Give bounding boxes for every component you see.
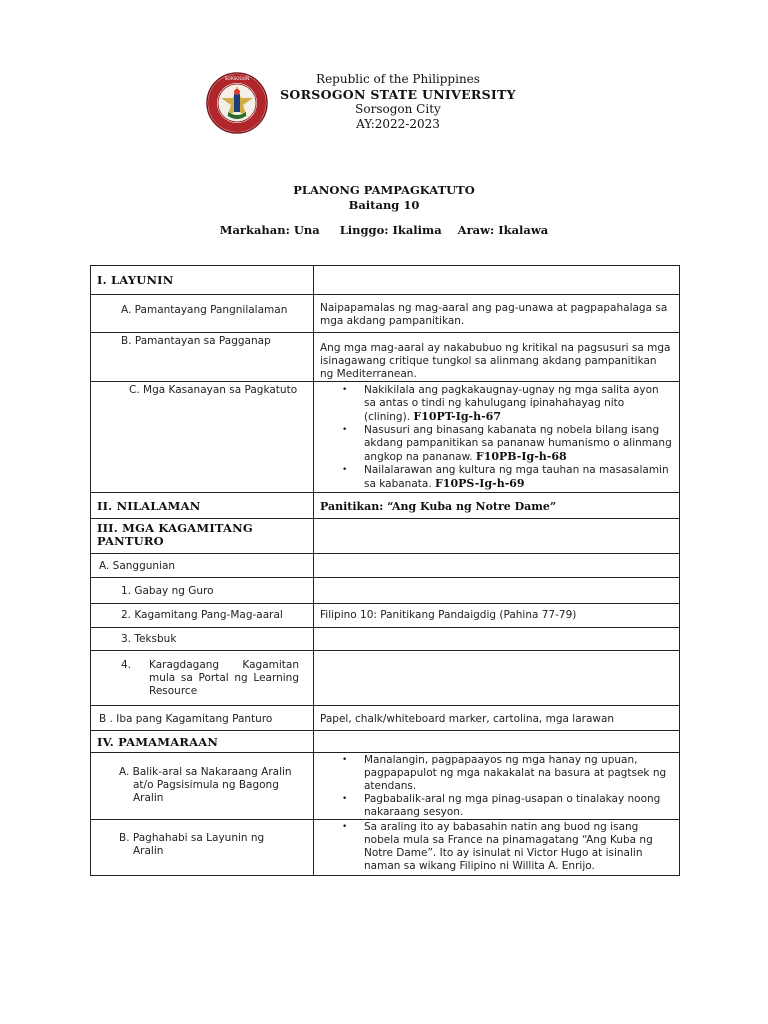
empty-cell [314, 578, 680, 604]
table-row [91, 604, 680, 628]
label-teksbuk: 3. Teksbuk [91, 628, 314, 651]
table-row [91, 753, 680, 820]
table-row [91, 295, 680, 333]
section-heading-kagamitan: III. MGA KAGAMITANG PANTURO [91, 519, 314, 554]
grade-level: Baitang 10 [348, 198, 420, 212]
quarter-week-day-line: Markahan: Una Linggo: Ikalima Araw: Ikalawa [219, 223, 549, 237]
list-item: • Nakikilala ang pagkakaugnay-ugnay ng mga salita ayon sa antas o tindi ng kahulugang ipinahahayag nito (clining). F10PT-Ig-h-67 [364, 384, 673, 424]
label-pamantayang-pangnilalaman: A. Pamantayang Pangnilalaman [91, 295, 314, 333]
value-pamantayang-pangnilalaman: Naipapamalas ng mag-aaral ang pag-unawa at pagpapahalaga sa mga akdang pampanitikan. [314, 295, 680, 333]
city-line: Sorsogon City [355, 102, 441, 116]
letterhead [238, 72, 558, 132]
section-heading-layunin: I. LAYUNIN [91, 266, 314, 295]
table-row [91, 651, 680, 706]
list-item: • Nailalarawan ang kultura ng mga tauhan na masasalamin sa kabanata. F10PS-Ig-h-69 [364, 464, 673, 491]
empty-cell [314, 628, 680, 651]
competency-code: F10PT-Ig-h-67 [413, 410, 501, 423]
svg-text:SORSOGON: SORSOGON [224, 76, 250, 81]
value-pamantayan-sa-pagganap: Ang mga mag-aaral ay nakabubuo ng kritikal na pagsusuri sa mga isinagawang critique tungkol sa alinmang akdang pampanitikan ng Mediterranean. [314, 333, 680, 382]
university-name: SORSOGON STATE UNIVERSITY [280, 87, 516, 102]
competency-code: F10PB-Ig-h-68 [475, 450, 567, 463]
list-item: • Nasusuri ang binasang kabanata ng nobela bilang isang akdang pampanitikan sa pananaw humanismo o alinmang angkop na pananaw. F10PB-Ig-h-68 [364, 424, 673, 464]
competency-code: F10PS-Ig-h-69 [435, 477, 525, 490]
table-row [91, 731, 680, 753]
value-iba-pang-kagamitan: Papel, chalk/whiteboard marker, cartolina, mga larawan [314, 706, 680, 731]
value-nilalaman: Panitikan: “Ang Kuba ng Notre Dame” [314, 493, 680, 519]
table-row [91, 578, 680, 604]
label-balik-aral: A. Balik-aral sa Nakaraang Aralin at/o Pagsisimula ng Bagong Aralin [91, 753, 314, 820]
section-heading-pamamaraan: IV. PAMAMARAAN [91, 731, 314, 753]
table-row [91, 333, 680, 382]
table-row [91, 820, 680, 876]
table-row [91, 266, 680, 295]
list-item: • Manalangin, pagpapaayos ng mga hanay ng upuan, pagpapapulot ng mga nakakalat na basura at pagtsek ng atendans. [364, 754, 673, 793]
table-row [91, 493, 680, 519]
label-pamantayan-sa-pagganap: B. Pamantayan sa Pagganap [91, 333, 314, 382]
label-gabay-ng-guro: 1. Gabay ng Guro [91, 578, 314, 604]
academic-year: AY:2022-2023 [356, 117, 440, 131]
label-sanggunian: A. Sanggunian [91, 554, 314, 578]
section-heading-nilalaman: II. NILALAMAN [91, 493, 314, 519]
table-row [91, 382, 680, 493]
table-row [91, 706, 680, 731]
document-title: PLANONG PAMPAGKATUTO [293, 183, 475, 197]
label-kagamitang-pang-mag-aaral: 2. Kagamitang Pang-Mag-aaral [91, 604, 314, 628]
table-row [91, 628, 680, 651]
table-row [91, 519, 680, 554]
lesson-plan-table [90, 265, 680, 876]
label-iba-pang-kagamitan: B . Iba pang Kagamitang Panturo [91, 706, 314, 731]
empty-cell [314, 651, 680, 706]
value-balik-aral [314, 753, 680, 820]
list-item: • Pagbabalik-aral ng mga pinag-usapan o tinalakay noong nakaraang sesyon. [364, 793, 673, 819]
label-mga-kasanayan: C. Mga Kasanayan sa Pagkatuto [91, 382, 314, 493]
value-mga-kasanayan [314, 382, 680, 493]
table-row [91, 554, 680, 578]
label-paghahabi: B. Paghahabi sa Layunin ng Aralin [91, 820, 314, 876]
label-karagdagang-kagamitan: 4. Karagdagang Kagamitan mula sa Portal ng Learning Resource [91, 651, 314, 706]
value-paghahabi [314, 820, 680, 876]
list-item: • Sa araling ito ay babasahin natin ang buod ng isang nobela mula sa France na pinamagatang “Ang Kuba ng Notre Dame”. Ito ay isinulat ni Victor Hugo at isinalin naman sa wikang Filipino ni Willita A. Enrijo. [364, 821, 673, 873]
empty-cell [314, 266, 680, 295]
empty-cell [314, 731, 680, 753]
republic-line: Republic of the Philippines [316, 72, 480, 86]
value-kagamitang-pang-mag-aaral: Filipino 10: Panitikang Pandaigdig (Pahina 77-79) [314, 604, 680, 628]
empty-cell [314, 519, 680, 554]
empty-cell [314, 554, 680, 578]
